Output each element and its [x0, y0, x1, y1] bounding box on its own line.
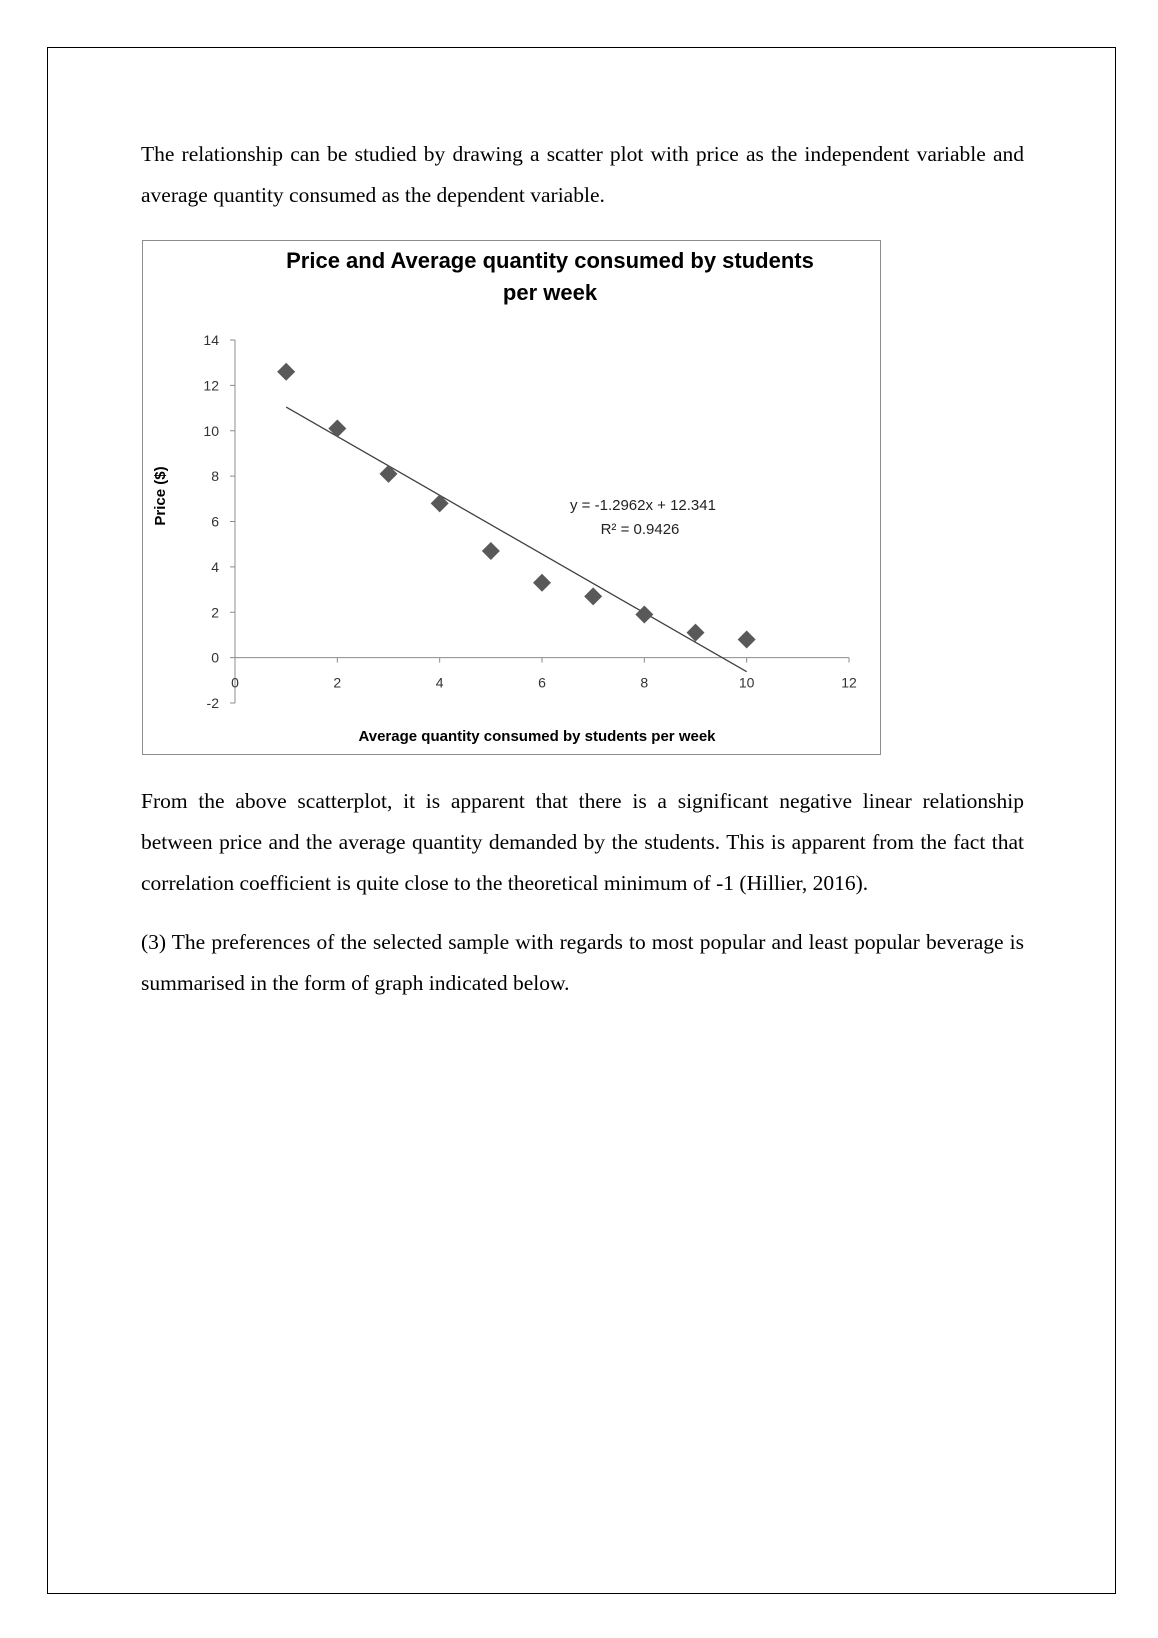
y-tick-label: 2	[211, 604, 219, 621]
preferences-paragraph: (3) The preferences of the selected sample with regards to most popular and least popular beverage is summarised in the form of graph indicated below.	[141, 930, 1024, 995]
data-point	[431, 494, 449, 512]
trendline-equation: y = -1.2962x + 12.341	[570, 497, 716, 514]
trendline	[286, 407, 747, 672]
data-point	[584, 587, 602, 605]
x-tick-label: 8	[640, 674, 649, 691]
data-point	[482, 542, 500, 560]
data-point	[380, 465, 398, 483]
y-tick-label: 12	[203, 377, 219, 394]
y-tick-label: 4	[211, 558, 219, 575]
x-axis-label: Average quantity consumed by students per week	[358, 728, 716, 745]
chart-canvas	[143, 241, 880, 754]
x-tick-label: 4	[435, 674, 444, 691]
y-tick-label: 14	[203, 332, 219, 348]
x-tick-label: 10	[738, 674, 755, 691]
x-tick-label: 0	[231, 674, 239, 691]
data-point	[738, 630, 756, 648]
trendline-r-squared: R² = 0.9426	[600, 521, 680, 538]
x-tick-label: 2	[333, 674, 342, 691]
y-tick-label: -2	[206, 695, 219, 711]
data-point	[533, 574, 551, 592]
data-point	[328, 419, 346, 437]
y-tick-label: 0	[211, 649, 219, 666]
chart-title-line2: per week	[502, 280, 598, 305]
analysis-paragraph: From the above scatterplot, it is apparent that there is a significant negative linear relationship between price and the average quantity demanded by the students. This is apparent from the fact that correlation coefficient is quite close to the theoretical minimum of -1 (Hillier, 2016).	[141, 789, 1024, 895]
chart-title-line1: Price and Average quantity consumed by students	[286, 248, 814, 273]
y-tick-label: 6	[211, 513, 219, 530]
scatter-chart	[142, 240, 881, 755]
y-tick-label: 8	[211, 468, 219, 485]
data-point	[277, 363, 295, 381]
y-axis-label: Price ($)	[152, 466, 169, 526]
x-tick-label: 6	[538, 674, 546, 691]
intro-paragraph: The relationship can be studied by drawing a scatter plot with price as the independent variable and average quantity consumed as the dependent variable.	[141, 142, 1024, 207]
y-tick-label: 10	[203, 422, 219, 439]
x-tick-label: 12	[841, 674, 857, 691]
data-point	[635, 606, 653, 624]
